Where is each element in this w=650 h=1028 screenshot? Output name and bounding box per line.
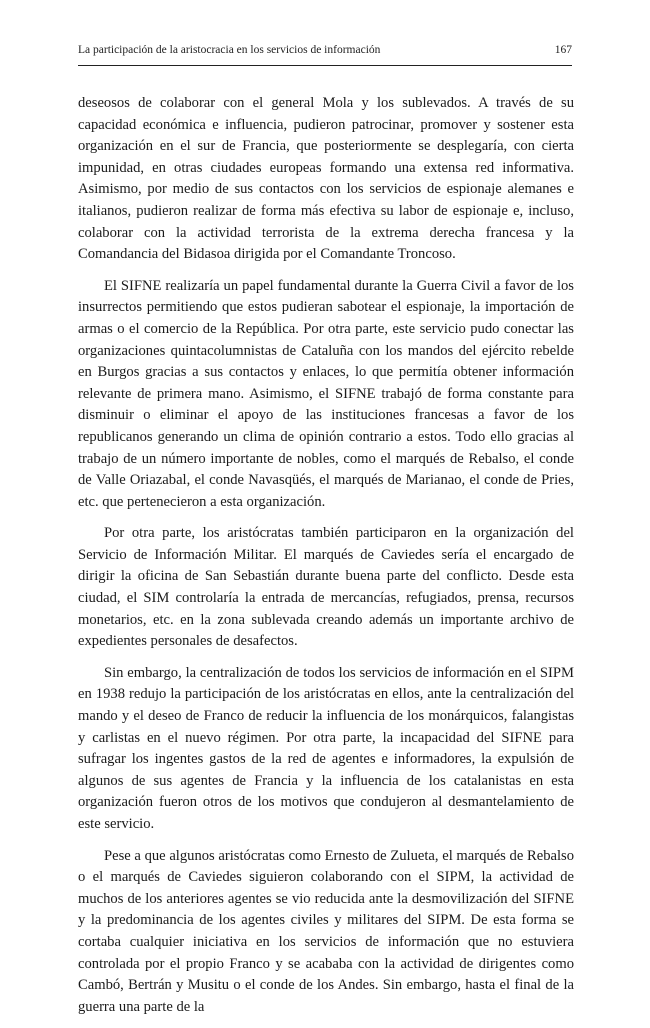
header-rule [78, 65, 572, 66]
running-header [78, 44, 572, 56]
paragraph-continuation: deseosos de colaborar con el general Mola y los sublevados. A través de su capacidad económica e influencia, pudieron patrocinar, promover y sostener esta organización en el sur de Francia, que posteriormente se desplegaría, con cierta impunidad, en otras ciudades europeas formando una extensa red informativa. Asimismo, por medio de sus contactos con los servicios de espionaje alemanes e italianos, pudieron realizar de forma más efectiva su labor de espionaje e, incluso, colaborar con la actividad terrorista de la extrema derecha francesa y la Comandancia del Bidasoa dirigida por el Comandante Troncoso. [78, 95, 574, 263]
paragraph-sim: Por otra parte, los aristócratas también participaron en la organización del Servicio de Información Militar. El marqués de Caviedes sería el encargado de dirigir la oficina de San Sebastián durante buena parte del conflicto. Desde esta ciudad, el SIM controlaría la entrada de mercancías, refugiados, prensa, recursos monetarios, etc. en la zona sublevada creando además un importante archivo de expedientes personales de desafectos. [78, 525, 574, 650]
paragraph-sipm-centralization: Sin embargo, la centralización de todos los servicios de información en el SIPM en 1938 redujo la participación de los aristócratas en ellos, ante la centralización del mando y el deseo de Franco de reducir la influencia de los monárquicos, falangistas y carlistas en el nuevo régimen. Por otra parte, la incapacidad del SIFNE para sufragar los ingentes gastos de la red de agentes e informadores, la expulsión de algunos de sus agentes de Francia y la influencia de los catalanistas en esta organización fueron otros de los motivos que condujeron al desmantelamiento de este servicio. [78, 664, 574, 832]
running-title: La participación de la aristocracia en los servicios de información [78, 44, 381, 56]
paragraph-aftermath: Pese a que algunos aristócratas como Ernesto de Zulueta, el marqués de Rebalso o el marqués de Caviedes siguieron colaborando con el SIPM, la actividad de muchos de los anteriores agentes se vio reducida ante la desmovilización del SIFNE y la predominancia de los agentes civiles y militares del SIPM. De esta forma se cortaba cualquier iniciativa en los servicios de información que no estuviera controlada por el propio Franco y se acababa con la actividad de dirigentes como Cambó, Bertrán y Musitu o el conde de los Andes. Sin embargo, hasta el final de la guerra una parte de la [78, 847, 574, 1015]
page-number: 167 [554, 44, 572, 56]
body-text [78, 93, 574, 1028]
paragraph-sifne-role: El SIFNE realizaría un papel fundamental durante la Guerra Civil a favor de los insurrectos permitiendo que estos pudieran sabotear el espionaje, la importación de armas o el comercio de la República. Por otra parte, este servicio pudo conectar las organizaciones quintacolumnistas de Cataluña con los mandos del ejército rebelde en Burgos gracias a sus contactos y enlaces, lo que permitía obtener información relevante de primera mano. Asimismo, el SIFNE trabajó de forma constante para disminuir o eliminar el apoyo de las instituciones francesas a favor de los republicanos generando un clima de opinión contrario a estos. Todo ello gracias al trabajo de un número importante de nobles, como el marqués de Rebalso, el conde de Valle Oriazabal, el conde Navasqüés, el marqués de Marianao, el conde de Pries, etc. que pertenecieron a esta organización. [78, 277, 574, 510]
